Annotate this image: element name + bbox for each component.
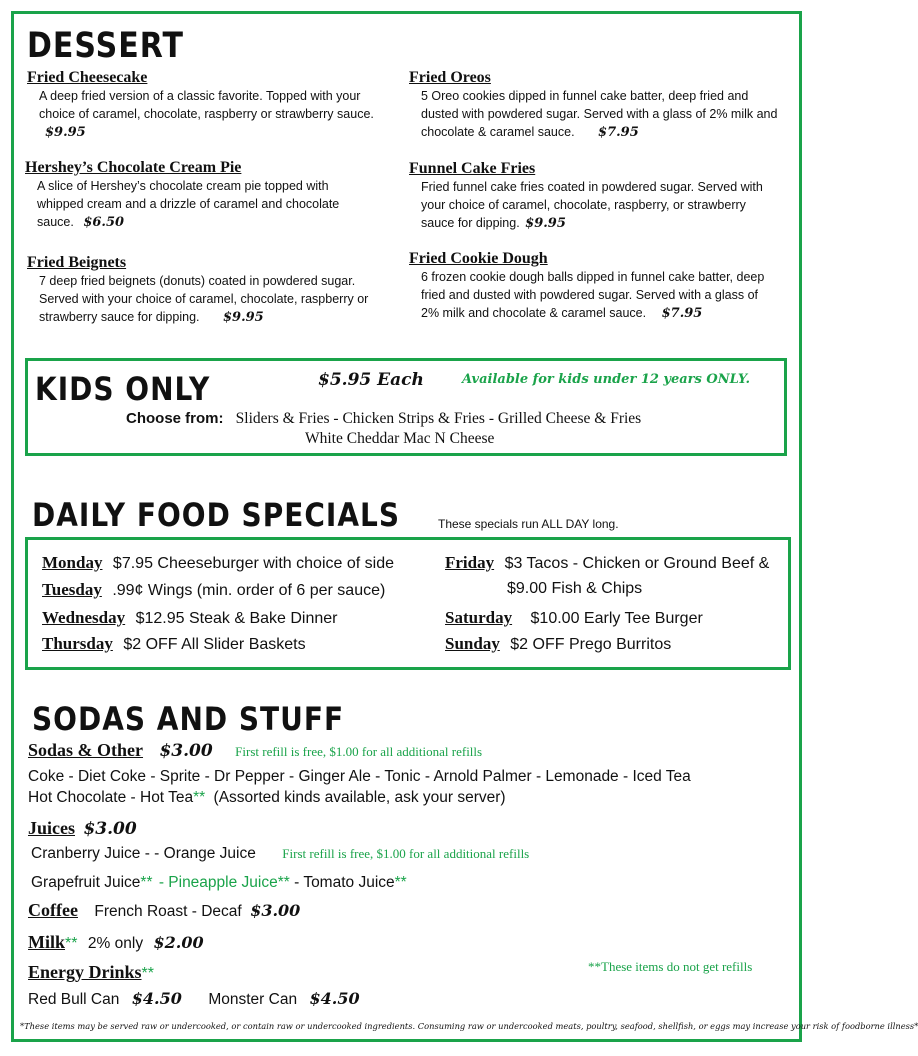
day-label: Friday [445,553,495,572]
sodas-list-line2: Hot Chocolate - Hot Tea** (Assorted kinds available, ask your server) [28,789,506,806]
choose-label: Choose from: [126,410,224,427]
item-desc: 6 frozen cookie dough balls dipped in funnel cake batter, deep fried and dusted with powdered sugar. Served with a glass of 2% milk and chocolate & caramel sauce. [421,270,765,320]
special-row [42,634,306,654]
special-text: $2 OFF All Slider Baskets [123,636,306,653]
juices-refill-note: First refill is free, $1.00 for all additional refills [282,846,530,861]
item-desc: 5 Oreo cookies dipped in funnel cake batter, deep fried and dusted with powdered sugar. Served with a glass of 2% milk and chocolate & caramel sauce. [421,89,778,139]
special-row [42,608,338,628]
item-price: $6.50 [83,215,125,230]
sodas-heading: SODAS AND STUFF [32,700,345,738]
day-label: Tuesday [42,580,102,599]
dessert-item [409,160,769,233]
special-text: .99¢ Wings (min. order of 6 per sauce) [112,582,386,599]
item-price: $9.95 [222,310,264,325]
special-text: $2 OFF Prego Burritos [510,636,672,653]
item-title: Fried Oreos [409,69,491,86]
disclaimer: *These items may be served raw or undercooked, or contain raw or undercooked ingredients. Consuming raw or undercooked meats, poultry, seafood, shellfish, or eggs may increase your risk of foodborne illness* [20,1021,918,1031]
no-refill-note: **These items do not get refills [588,959,753,974]
dessert-item [409,69,784,142]
energy-title: Energy Drinks [28,962,142,982]
coffee-row: Coffee French Roast - Decaf $3.00 [28,900,301,920]
milk-row: Milk** 2% only $2.00 [28,932,204,952]
kids-heading: KIDS ONLY [35,370,211,408]
day-label: Sunday [445,634,500,653]
coffee-price: $3.00 [250,901,301,920]
item-title: Fried Cheesecake [27,69,148,86]
milk-price: $2.00 [153,933,204,952]
special-row [445,608,703,628]
item-desc: A deep fried version of a classic favorite. Topped with your choice of caramel, chocolate, raspberry or strawberry sauce. [39,89,374,121]
special-text: $12.95 Steak & Bake Dinner [135,610,338,627]
special-row [445,634,671,654]
juices-line2: Grapefruit Juice** - Pineapple Juice** - Tomato Juice** [31,874,407,891]
special-text: $7.95 Cheeseburger with choice of side [112,555,394,572]
special-text: $10.00 Early Tee Burger [530,610,703,627]
day-label: Saturday [445,608,513,627]
energy-row: Energy Drinks** [28,962,154,982]
dessert-item [409,250,779,323]
item-desc: A slice of Hershey’s chocolate cream pie topped with whipped cream and a drizzle of caramel and chocolate sauce. [37,179,340,229]
no-refill-mark: ** [193,789,206,806]
juices-price: $3.00 [83,819,137,839]
item-price: $7.95 [661,306,703,321]
kids-options [126,410,641,428]
juices-line1: Cranberry Juice - - Orange Juice First refill is free, $1.00 for all additional refills [31,845,530,862]
special-text-continued: $9.00 Fish & Chips [507,580,643,597]
kids-options-line1: Sliders & Fries - Chicken Strips & Fries - Grilled Cheese & Fries [235,410,642,427]
sodas-price: $3.00 [159,741,213,761]
day-label: Thursday [42,634,113,653]
item-title: Fried Beignets [27,254,127,271]
dessert-item [27,69,397,142]
specials-heading: DAILY FOOD SPECIALS [32,496,401,534]
item-desc: 7 deep fried beignets (donuts) coated in powdered sugar. Served with your choice of caramel, chocolate, raspberry or strawberry sauce for dipping. [39,274,369,324]
juices-title-row [28,818,137,839]
monster-price: $4.50 [309,989,360,1008]
kids-note: Available for kids under 12 years ONLY. [462,372,751,387]
kids-options-line2: White Cheddar Mac N Cheese [305,430,495,447]
dessert-item [25,159,375,232]
coffee-title: Coffee [28,900,78,920]
item-price: $7.95 [598,125,639,140]
dessert-heading: DESSERT [27,26,184,67]
item-price: $9.95 [45,125,86,140]
special-row [42,553,394,573]
redbull-price: $4.50 [131,989,182,1008]
specials-subnote: These specials run ALL DAY long. [438,517,619,531]
sodas-list-line1: Coke - Diet Coke - Sprite - Dr Pepper - Ginger Ale - Tonic - Arnold Palmer - Lemonade - Iced Tea [28,768,691,785]
sodas-title: Sodas & Other [28,740,144,760]
item-title: Funnel Cake Fries [409,160,536,177]
energy-items: Red Bull Can $4.50 Monster Can $4.50 [28,989,360,1008]
day-label: Monday [42,553,103,572]
item-title: Hershey’s Chocolate Cream Pie [25,159,242,176]
milk-title: Milk [28,932,66,952]
item-price: $9.95 [525,216,566,231]
dessert-item [27,254,387,327]
kids-price: $5.95 Each [318,370,424,390]
day-label: Wednesday [42,608,126,627]
sodas-refill-note: First refill is free, $1.00 for all additional refills [235,744,483,759]
item-desc: Fried funnel cake fries coated in powdered sugar. Served with your choice of caramel, chocolate, raspberry, or strawberry sauce for dipping. [421,180,763,230]
juices-title: Juices [28,818,75,838]
special-text: $3 Tacos - Chicken or Ground Beef & [504,555,770,572]
sodas-title-row [28,740,482,761]
item-title: Fried Cookie Dough [409,250,548,267]
special-row [42,580,385,600]
special-row [445,553,769,573]
